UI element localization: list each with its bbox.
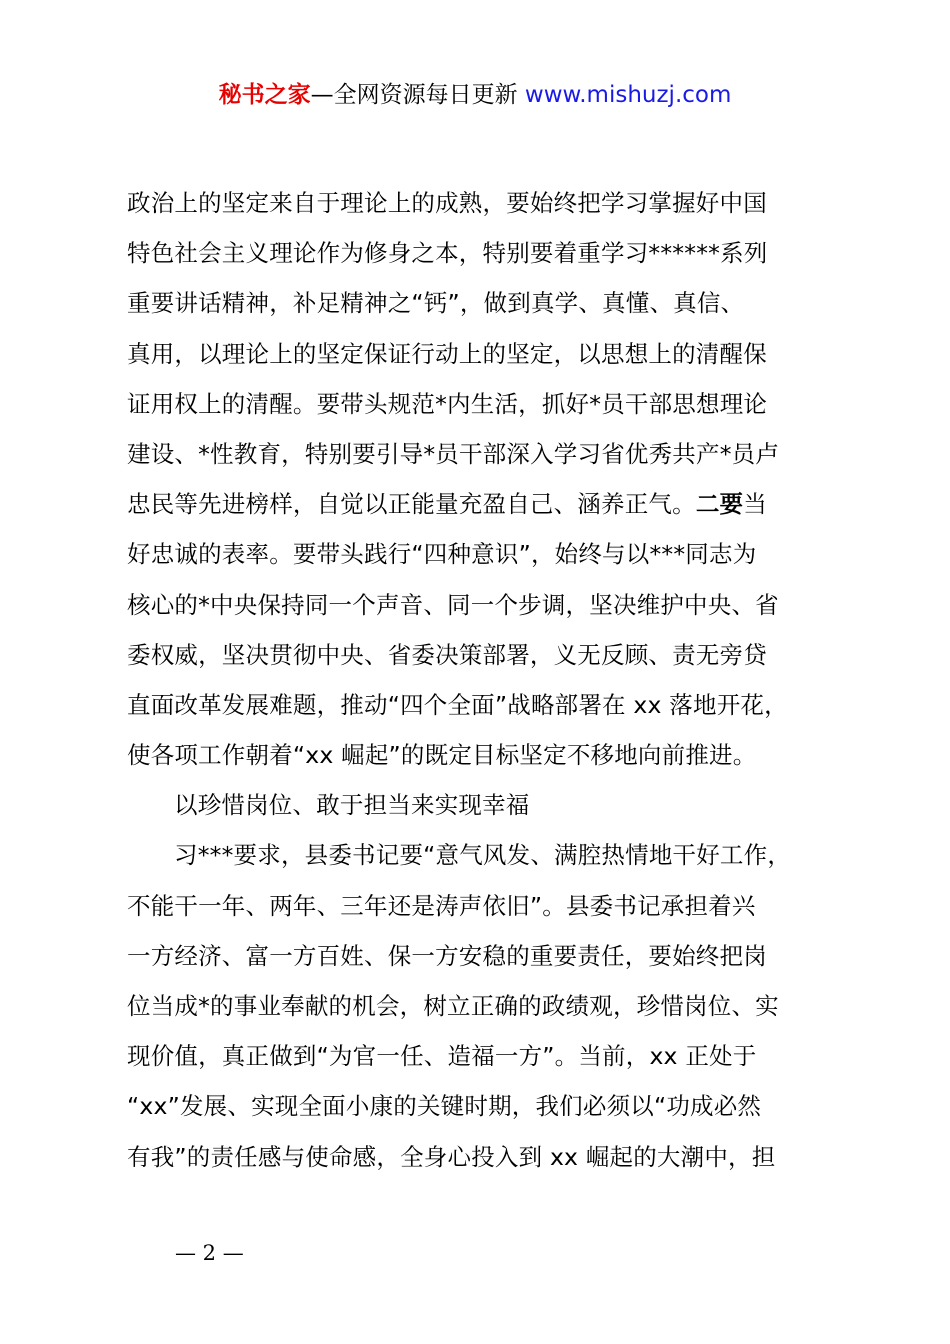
- text-line: 核心的*中央保持同一个声音、同一个步调，坚决维护中央、省: [127, 590, 779, 619]
- text-line: 好忠诚的表率。要带头践行“四种意识”，始终与以***同志为: [127, 540, 757, 569]
- text-line: 政治上的坚定来自于理论上的成熟，要始终把学习掌握好中国: [127, 189, 767, 217]
- site-header: [0, 78, 950, 112]
- text-line-with-bold: [127, 479, 837, 529]
- text-line: 直面改革发展难题，推动“四个全面”战略部署在 xx 落地开花，: [127, 690, 788, 719]
- site-url-link[interactable]: www.mishuzj.com: [524, 82, 732, 108]
- text-line: 位当成*的事业奉献的机会，树立正确的政绩观，珍惜岗位、实: [127, 992, 779, 1020]
- brand-name: 秘书之家: [218, 82, 311, 108]
- section-subheading: 以珍惜岗位、敢于担当来实现幸福: [174, 791, 530, 820]
- text-line: 重要讲话精神，补足精神之“钙”，做到真学、真懂、真信、: [127, 289, 745, 318]
- text-line: 委权威，坚决贯彻中央、省委决策部署，义无反顾、责无旁贷: [127, 640, 767, 669]
- text-line: 有我”的责任感与使命感，全身心投入到 xx 崛起的大潮中，担: [127, 1142, 776, 1171]
- text-line: 建设、*性教育，特别要引导*员干部深入学习省优秀共产*员卢: [127, 439, 780, 468]
- text-line: “xx”发展、实现全面小康的关键时期，我们必须以“功成必然: [127, 1092, 762, 1121]
- header-slogan: —全网资源每日更新: [310, 82, 518, 108]
- text-line: 不能干一年、两年、三年还是涛声依旧”。县委书记承担着兴: [127, 891, 756, 920]
- text-line: 一方经济、富一方百姓、保一方安稳的重要责任，要始终把岗: [127, 941, 767, 970]
- text-line: 特色社会主义理论作为修身之本，特别要着重学习******系列: [127, 239, 768, 268]
- bold-phrase: 二要: [695, 490, 744, 519]
- text-line: 真用，以理论上的坚定保证行动上的坚定，以思想上的清醒保: [127, 339, 767, 368]
- text-line: 使各项工作朝着“xx 崛起”的既定目标坚定不移地向前推进。: [127, 741, 757, 770]
- text-line: 习***要求，县委书记要“意气风发、满腔热情地干好工作，: [174, 841, 792, 870]
- document-body: [127, 178, 837, 1182]
- text-line: 现价值，真正做到“为官一任、造福一方”。当前，xx 正处于: [127, 1042, 757, 1071]
- text-fragment: 当: [743, 490, 767, 519]
- text-line: 忠民等先进榜样，自觉以正能量充盈自己、涵养正气。: [127, 490, 696, 519]
- text-line: 证用权上的清醒。要带头规范*内生活，抓好*员干部思想理论: [127, 389, 768, 418]
- page-number: — 2 —: [175, 1241, 244, 1265]
